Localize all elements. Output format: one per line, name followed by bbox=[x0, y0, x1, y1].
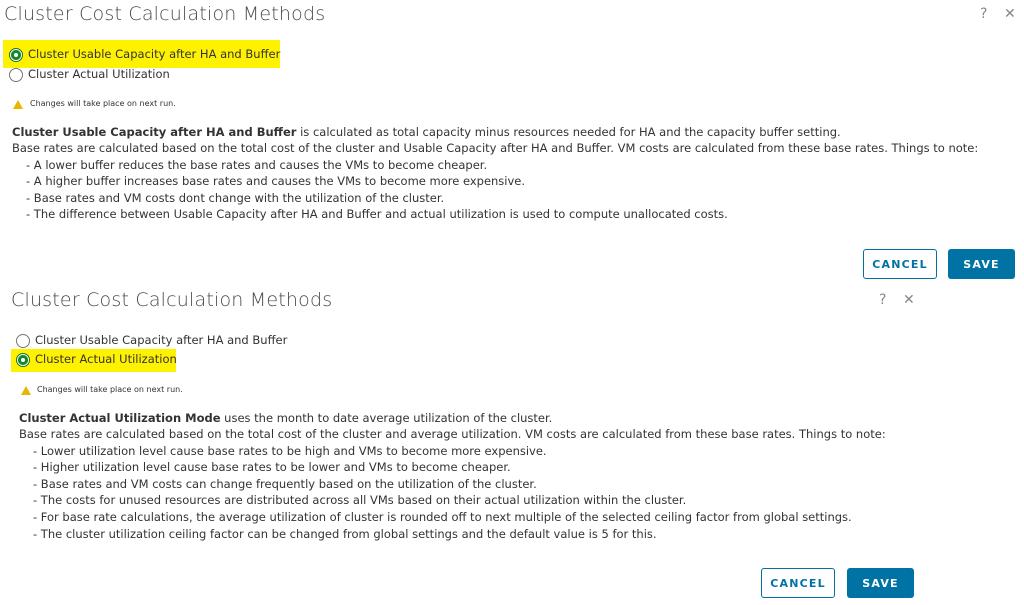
cancel-button[interactable]: CANCEL bbox=[761, 568, 835, 598]
warning-text: Changes will take place on next run. bbox=[37, 385, 183, 394]
save-button[interactable]: SAVE bbox=[847, 568, 914, 598]
desc-rest: uses the month to date average utilization of the cluster. bbox=[220, 411, 553, 425]
help-icon[interactable]: ? bbox=[980, 6, 988, 22]
description bbox=[19, 411, 552, 425]
desc-line: - A higher buffer increases base rates and causes the VMs to become more expensive. bbox=[26, 174, 526, 188]
radio-actual-utilization[interactable] bbox=[9, 68, 23, 82]
desc-line: Base rates are calculated based on the total cost of the cluster and Usable Capacity after HA and Buffer. VM costs are calculated from these base rates. Things to note: bbox=[12, 141, 979, 155]
dialog-title: Cluster Cost Calculation Methods bbox=[4, 3, 326, 25]
desc-line: - A lower buffer reduces the base rates and causes the VMs to become cheaper. bbox=[26, 158, 488, 172]
desc-line: - The difference between Usable Capacity after HA and Buffer and actual utilization is used to compute unallocated costs. bbox=[26, 207, 728, 221]
cancel-button[interactable]: CANCEL bbox=[863, 249, 937, 279]
radio-usable-capacity[interactable] bbox=[16, 334, 30, 348]
desc-line: - For base rate calculations, the average utilization of cluster is rounded off to next multiple of the selected ceiling factor from global settings. bbox=[33, 510, 852, 524]
warning-text: Changes will take place on next run. bbox=[30, 99, 176, 108]
close-icon[interactable]: ✕ bbox=[1004, 6, 1016, 22]
option-label[interactable]: Cluster Actual Utilization bbox=[28, 67, 170, 81]
desc-line: Base rates are calculated based on the total cost of the cluster and average utilization. VM costs are calculated from these base rates. Things to note: bbox=[19, 427, 886, 441]
desc-line: - Base rates and VM costs can change frequently based on the utilization of the cluster. bbox=[33, 477, 537, 491]
desc-rest: is calculated as total capacity minus resources needed for HA and the capacity buffer setting. bbox=[296, 125, 841, 139]
save-button[interactable]: SAVE bbox=[948, 249, 1015, 279]
description bbox=[12, 125, 841, 139]
radio-actual-utilization[interactable] bbox=[16, 353, 30, 367]
desc-bold: Cluster Usable Capacity after HA and Buffer bbox=[12, 125, 297, 139]
close-icon[interactable]: ✕ bbox=[903, 292, 915, 308]
radio-usable-capacity[interactable] bbox=[9, 48, 23, 62]
warning-icon bbox=[13, 100, 23, 109]
desc-line: - The costs for unused resources are distributed across all VMs based on their actual utilization within the cluster. bbox=[33, 493, 687, 507]
desc-line: - The cluster utilization ceiling factor can be changed from global settings and the default value is 5 for this. bbox=[33, 527, 657, 541]
option-label[interactable]: Cluster Usable Capacity after HA and Buffer bbox=[28, 47, 281, 61]
warning-icon bbox=[21, 386, 31, 395]
option-label[interactable]: Cluster Actual Utilization bbox=[35, 352, 177, 366]
desc-line: - Higher utilization level cause base rates to be lower and VMs to become cheaper. bbox=[33, 460, 511, 474]
help-icon[interactable]: ? bbox=[879, 292, 887, 308]
option-label[interactable]: Cluster Usable Capacity after HA and Buffer bbox=[35, 333, 288, 347]
desc-bold: Cluster Actual Utilization Mode bbox=[19, 411, 221, 425]
desc-line: - Base rates and VM costs dont change with the utilization of the cluster. bbox=[26, 191, 445, 205]
desc-line: - Lower utilization level cause base rates to be high and VMs to become more expensive. bbox=[33, 444, 547, 458]
dialog-title: Cluster Cost Calculation Methods bbox=[11, 289, 333, 311]
